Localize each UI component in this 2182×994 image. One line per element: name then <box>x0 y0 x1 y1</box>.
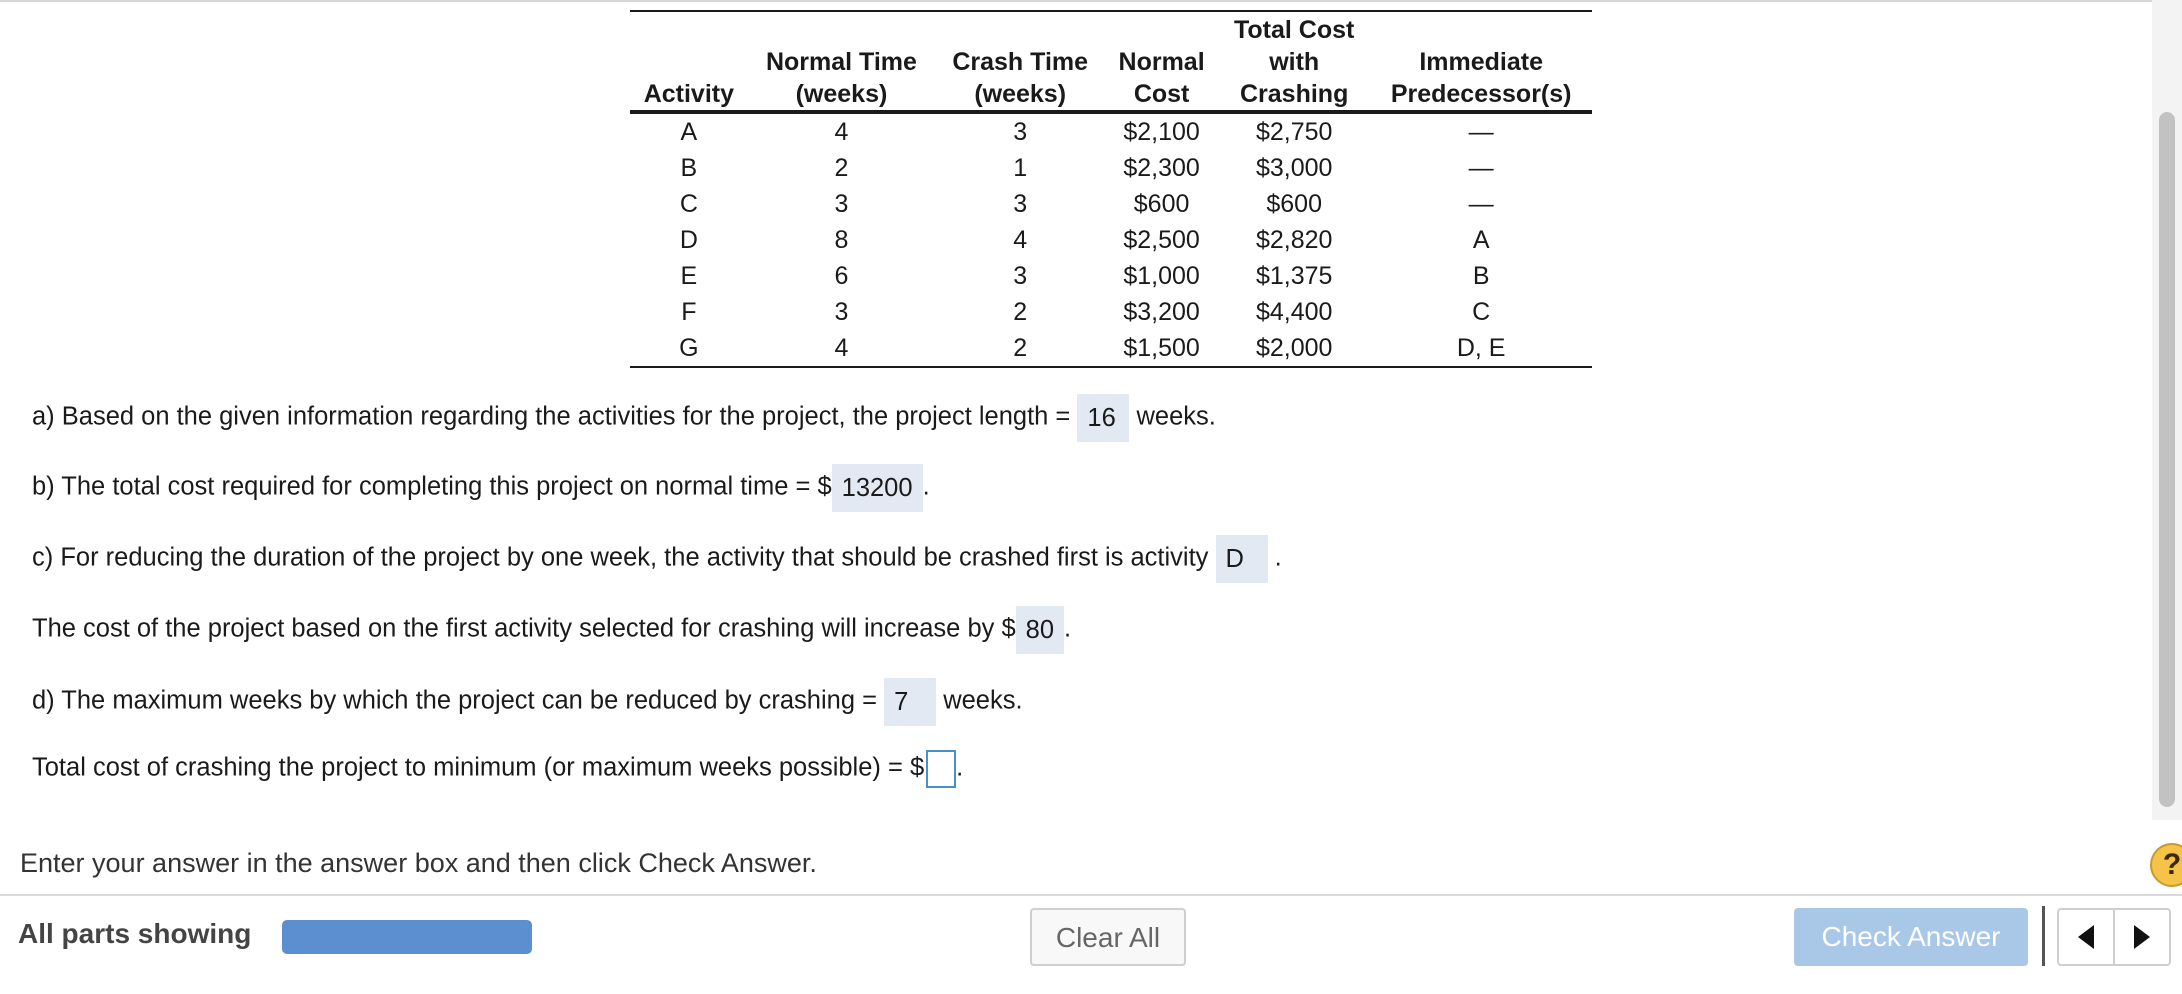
table-cell: C <box>679 190 698 218</box>
column-header <box>1218 11 1370 112</box>
table-cell: — <box>1468 190 1494 218</box>
question-c-suffix: . <box>1274 543 1282 572</box>
table-cell: D <box>679 226 698 254</box>
question-b <box>32 464 930 512</box>
clear-all-button[interactable]: Clear All <box>1030 908 1186 966</box>
column-header-line: with <box>1269 48 1320 76</box>
question-c-text: c) For reducing the duration of the project by one week, the activity that should be crashed first is activity <box>32 543 1209 572</box>
table-cell: 2 <box>1013 298 1028 326</box>
column-header-line: Predecessor(s) <box>1390 80 1572 108</box>
table-cell: 8 <box>834 226 849 254</box>
activities-table <box>630 10 1592 368</box>
answer-b-field[interactable]: 13200 <box>832 464 923 512</box>
table-cell: $2,500 <box>1123 226 1200 254</box>
answer-c-field[interactable]: D <box>1216 535 1268 583</box>
table-cell: G <box>630 330 748 367</box>
table-cell: $2,750 <box>1255 118 1333 146</box>
column-header-line: Cost <box>1133 80 1190 108</box>
column-header <box>630 11 748 112</box>
table-cell: $600 <box>1133 190 1190 218</box>
previous-button[interactable] <box>2057 908 2115 966</box>
table-cell: 3 <box>1013 118 1028 146</box>
table-cell: A <box>680 118 698 146</box>
table-cell: 4 <box>748 330 936 367</box>
progress-bar <box>282 920 532 954</box>
table-cell: 4 <box>1013 226 1028 254</box>
table-cell: 3 <box>1013 262 1028 290</box>
question-c <box>32 535 1282 583</box>
table-cell: — <box>1468 154 1494 182</box>
table-cell: $600 <box>1266 190 1322 218</box>
table-cell: C <box>1472 298 1491 326</box>
table-row <box>630 150 1592 186</box>
table-cell: B <box>680 154 698 182</box>
table-cell: 4 <box>834 118 849 146</box>
table-cell: $2,300 <box>1123 154 1200 182</box>
column-header <box>935 11 1105 112</box>
table-cell: $1,000 <box>1123 262 1200 290</box>
table-cell: 6 <box>834 262 849 290</box>
table-cell: F <box>681 298 697 326</box>
question-a-text: a) Based on the given information regarding the activities for the project, the project length = <box>32 402 1071 431</box>
table-cell: B <box>1472 262 1490 290</box>
answer-d-field[interactable]: 7 <box>884 678 936 726</box>
table-cell: 3 <box>834 190 849 218</box>
answer-a-field[interactable]: 16 <box>1077 394 1129 442</box>
table-header-row <box>630 11 1592 112</box>
nav-separator <box>2042 906 2045 966</box>
answer-c-cost-field[interactable]: 80 <box>1016 606 1064 654</box>
table-cell: 2 <box>935 330 1105 367</box>
question-a <box>32 394 1216 442</box>
next-button[interactable] <box>2113 908 2171 966</box>
activities-table-container <box>630 10 1592 368</box>
table-cell: $2,000 <box>1218 330 1370 367</box>
table-cell: $3,000 <box>1255 154 1333 182</box>
column-header-line: (weeks) <box>795 80 888 108</box>
top-border <box>0 0 2182 2</box>
column-header-line: Total Cost <box>1234 16 1355 44</box>
answer-d-total-input[interactable] <box>926 750 956 788</box>
column-header-line: Normal Time <box>765 48 917 76</box>
column-header-line: Crash Time <box>952 48 1089 76</box>
table-cell: $2,100 <box>1123 118 1200 146</box>
table-body <box>630 112 1592 367</box>
question-b-text: b) The total cost required for completing this project on normal time = $ <box>32 472 832 501</box>
question-d-total-suffix: . <box>956 753 964 782</box>
question-d-total <box>32 750 963 788</box>
table-cell: A <box>1472 226 1490 254</box>
table-cell: 3 <box>834 298 849 326</box>
table-cell: D, E <box>1370 330 1592 367</box>
table-row <box>630 186 1592 222</box>
column-header-line: Immediate <box>1419 48 1543 76</box>
question-d <box>32 678 1023 726</box>
table-cell: 1 <box>1013 154 1028 182</box>
scrollbar-thumb[interactable] <box>2159 112 2175 807</box>
column-header-line: Crashing <box>1240 80 1349 108</box>
question-d-suffix: weeks. <box>943 686 1023 715</box>
table-row <box>630 330 1592 367</box>
table-row <box>630 222 1592 258</box>
question-d-text: d) The maximum weeks by which the project can be reduced by crashing = <box>32 686 877 715</box>
parts-showing-label: All parts showing <box>18 918 252 949</box>
table-cell: 3 <box>1013 190 1028 218</box>
triangle-right-icon <box>2132 924 2152 950</box>
table-cell: E <box>680 262 698 290</box>
table-cell: — <box>1468 118 1494 146</box>
table-cell: $1,500 <box>1105 330 1218 367</box>
column-header-line: Activity <box>643 80 734 108</box>
question-c-cost-text: The cost of the project based on the first activity selected for crashing will increase by $ <box>32 614 1016 643</box>
question-c-cost <box>32 606 1071 654</box>
table-cell: $1,375 <box>1255 262 1333 290</box>
column-header-line: (weeks) <box>974 80 1067 108</box>
instructions-text: Enter your answer in the answer box and then click Check Answer. <box>20 848 817 878</box>
column-header-line: Normal <box>1118 48 1205 76</box>
table-row <box>630 258 1592 294</box>
question-a-suffix: weeks. <box>1136 402 1216 431</box>
check-answer-button[interactable]: Check Answer <box>1794 908 2028 966</box>
question-c-cost-suffix: . <box>1064 614 1072 643</box>
column-header <box>1105 11 1218 112</box>
table-cell: 2 <box>834 154 849 182</box>
table-cell: $2,820 <box>1255 226 1333 254</box>
table-row <box>630 294 1592 330</box>
question-b-suffix: . <box>922 472 930 501</box>
column-header <box>1370 11 1592 112</box>
question-d-total-text: Total cost of crashing the project to minimum (or maximum weeks possible) = $ <box>32 753 925 782</box>
help-icon[interactable]: ? <box>2150 843 2182 887</box>
triangle-left-icon <box>2076 924 2096 950</box>
column-header <box>748 11 936 112</box>
table-row <box>630 112 1592 150</box>
table-cell: $4,400 <box>1255 298 1333 326</box>
table-cell: $3,200 <box>1123 298 1200 326</box>
footer-divider <box>0 894 2182 896</box>
